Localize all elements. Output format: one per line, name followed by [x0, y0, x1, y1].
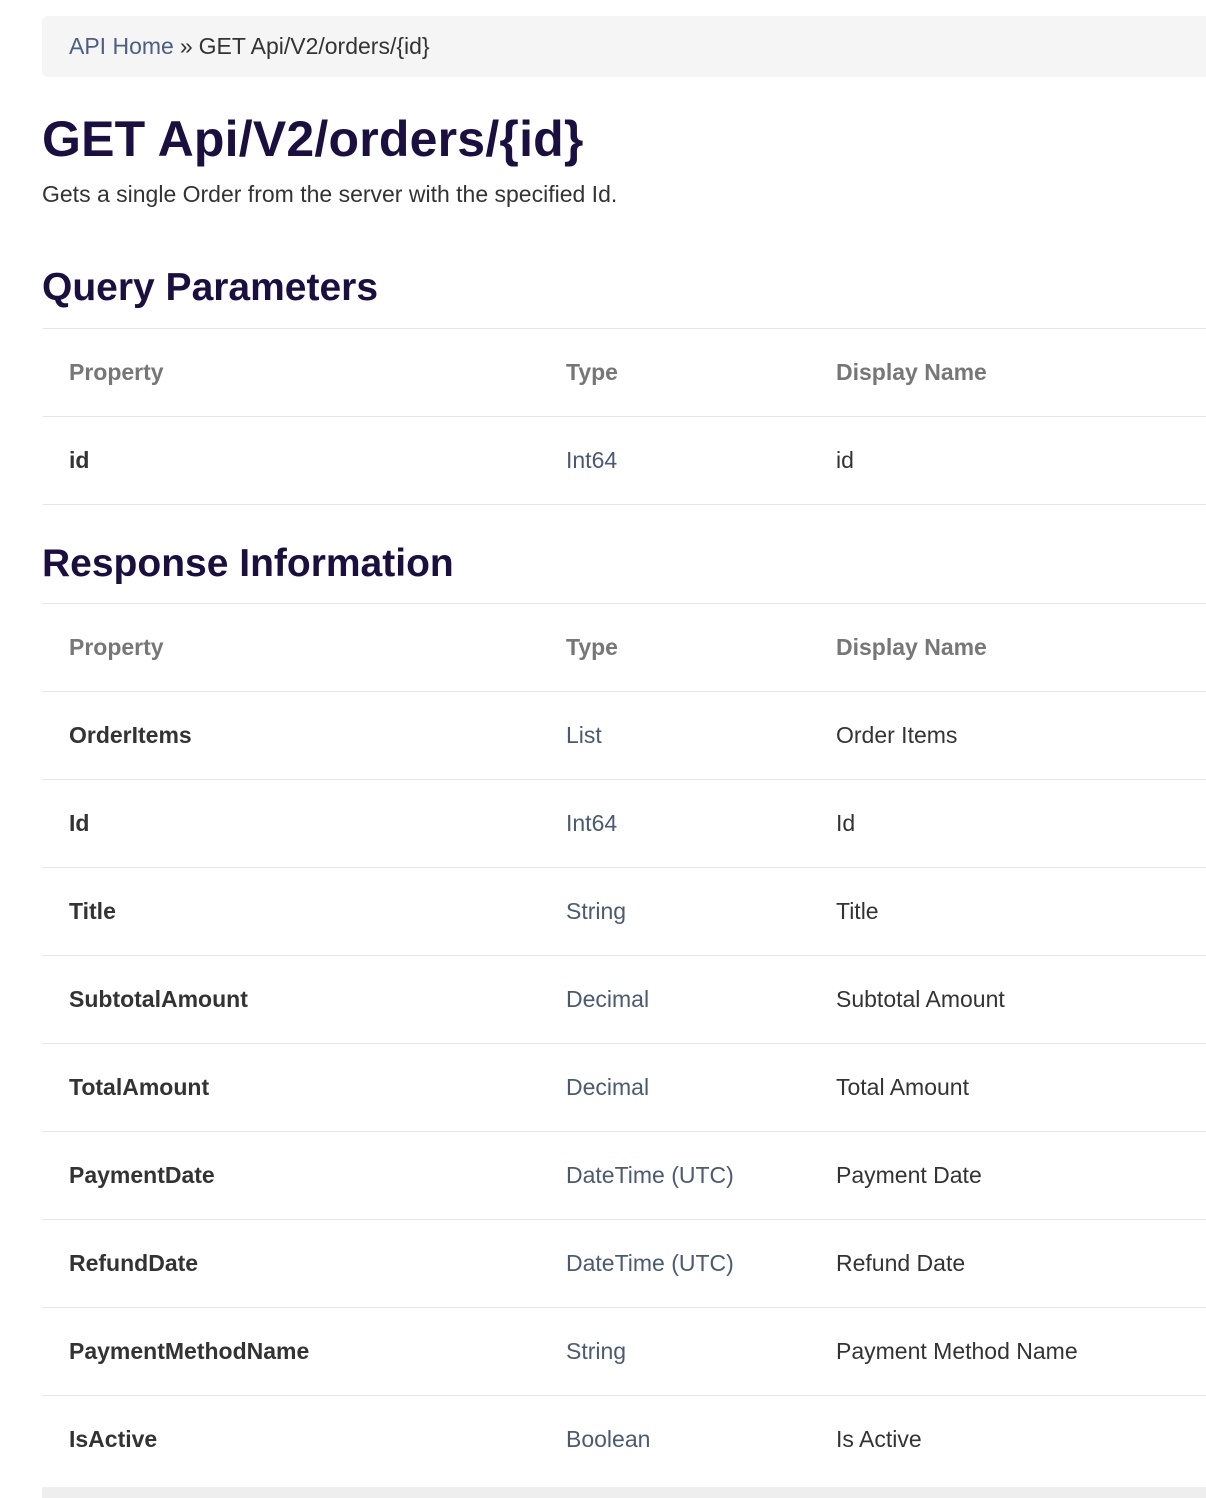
- breadcrumb-home-link[interactable]: API Home: [69, 33, 174, 59]
- type-cell: Decimal: [539, 956, 809, 1044]
- display-name-cell: Total Amount: [809, 1044, 1206, 1132]
- query-parameters-title: Query Parameters: [42, 266, 379, 309]
- table-row: [42, 780, 1206, 868]
- property-cell: Title: [42, 868, 539, 956]
- response-information-table: [42, 603, 1206, 1483]
- table-row: [42, 1220, 1206, 1308]
- table-header-row: [42, 604, 1206, 692]
- page-title: GET Api/V2/orders/{id}: [42, 111, 584, 167]
- property-cell: PaymentDate: [42, 1132, 539, 1220]
- query-parameters-table: [42, 328, 1206, 505]
- column-header-type: Type: [539, 604, 809, 692]
- column-header-display-name: Display Name: [809, 604, 1206, 692]
- display-name-cell: Payment Date: [809, 1132, 1206, 1220]
- display-name-cell: Is Active: [809, 1396, 1206, 1484]
- type-cell: Int64: [539, 417, 809, 505]
- property-cell: TotalAmount: [42, 1044, 539, 1132]
- type-cell: List: [539, 692, 809, 780]
- table-row: [42, 1132, 1206, 1220]
- display-name-cell: Id: [809, 780, 1206, 868]
- table-row: [42, 1044, 1206, 1132]
- column-header-type: Type: [539, 329, 809, 417]
- type-cell: Decimal: [539, 1044, 809, 1132]
- table-row: [42, 692, 1206, 780]
- column-header-display-name: Display Name: [809, 329, 1206, 417]
- breadcrumb-current: GET Api/V2/orders/{id}: [198, 33, 430, 59]
- type-cell: String: [539, 868, 809, 956]
- table-row: [42, 417, 1206, 505]
- type-cell: DateTime (UTC): [539, 1132, 809, 1220]
- type-cell: String: [539, 1308, 809, 1396]
- table-row: [42, 956, 1206, 1044]
- display-name-cell: id: [809, 417, 1206, 505]
- property-cell: PaymentMethodName: [42, 1308, 539, 1396]
- display-name-cell: Subtotal Amount: [809, 956, 1206, 1044]
- column-header-property: Property: [42, 329, 539, 417]
- table-row: [42, 1308, 1206, 1396]
- type-cell: DateTime (UTC): [539, 1220, 809, 1308]
- display-name-cell: Order Items: [809, 692, 1206, 780]
- table-row: [42, 1396, 1206, 1484]
- display-name-cell: Refund Date: [809, 1220, 1206, 1308]
- response-information-title: Response Information: [42, 542, 454, 585]
- property-cell: SubtotalAmount: [42, 956, 539, 1044]
- breadcrumb: [42, 16, 1206, 77]
- display-name-cell: Payment Method Name: [809, 1308, 1206, 1396]
- breadcrumb-separator: »: [179, 33, 193, 59]
- type-cell: Int64: [539, 780, 809, 868]
- property-cell: Id: [42, 780, 539, 868]
- property-cell: OrderItems: [42, 692, 539, 780]
- page-description: Gets a single Order from the server with the specified Id.: [42, 181, 618, 207]
- column-header-property: Property: [42, 604, 539, 692]
- property-cell: RefundDate: [42, 1220, 539, 1308]
- table-header-row: [42, 329, 1206, 417]
- property-cell: id: [42, 417, 539, 505]
- display-name-cell: Title: [809, 868, 1206, 956]
- property-cell: IsActive: [42, 1396, 539, 1484]
- footer-bar: [42, 1487, 1206, 1498]
- table-row: [42, 868, 1206, 956]
- type-cell: Boolean: [539, 1396, 809, 1484]
